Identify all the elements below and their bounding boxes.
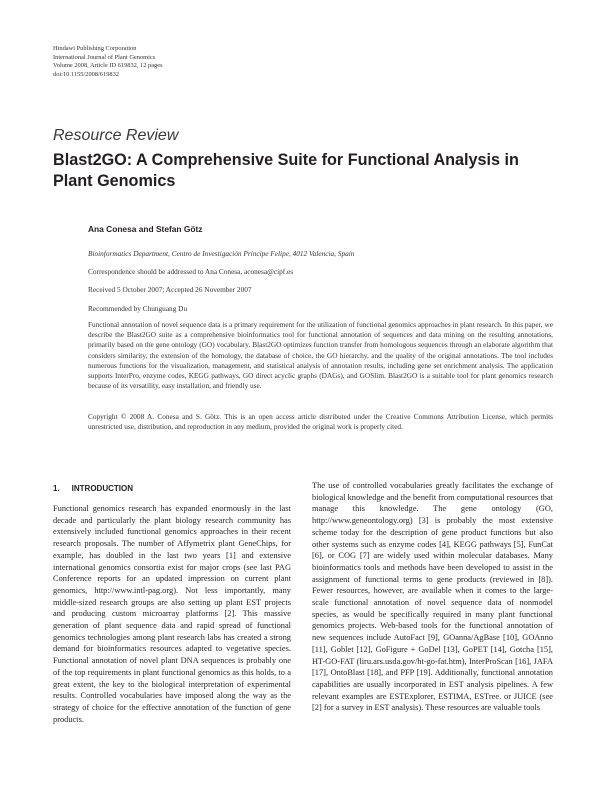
volume-info: Volume 2008, Article ID 619832, 12 pages [53,62,163,70]
publisher: Hindawi Publishing Corporation [53,45,137,52]
section-number: 1. [53,484,60,493]
journal-header [53,45,353,79]
abstract: Functional annotation of novel sequence data is a primary requirement for the utilization of functional genomics approaches in plant research. In this paper, we describe the Blast2GO suite as a comprehensive bioinformatics tool for functional annotation of sequences and data mining on the resulting annotations, primarily based on the gene ontology (GO) vocabulary. Blast2GO optimizes function transfer from homologous sequences through an elaborate algorithm that considers similarity, the extension of the homology, the database of choice, the GO hierarchy, and the quality of the original annotations. The tool includes numerous functions for the visualization, management, and statistical analysis of annotation results, including gene set enrichment analysis. The application supports InterPro, enzyme codes, KEGG pathways, GO direct acyclic graphs (DAGs), and GOSlim. Blast2GO is a suitable tool for plant genomics research because of its versatility, easy installation, and friendly use. [88,320,553,391]
authors: Ana Conesa and Stefan Götz [88,224,203,234]
journal-name: International Journal of Plant Genomics [53,53,156,61]
paper-title: Blast2GO: A Comprehensive Suite for Functional Analysis in Plant Genomics [53,151,519,190]
body-column-left: Functional genomics research has expanded enormously in the last decade and particularly the plant biology research community has extensively included functional genomics approaches in their recent research proposals. The number of Affymetrix plant GeneChips, for example, has doubled in the last two years [1] and extensive international genomics consortia exist for major crops (see last PAG Conference reports for an updated impression on current plant genomics, http://www.intl-pag.org). Not less importantly, many middle-sized research groups are also setting up plant EST projects and producing custom microarray platforms [2]. This massive generation of plant sequence data and rapid spread of functional genomics technologies among plant research labs has created a strong demand for bioinformatics resources adapted to vegetative species. Functional annotation of novel plant DNA sequences is probably one of the top requirements in plant functional genomics as this holds, to a great extent, the key to the biological interpretation of experimental results. Controlled vocabularies have imposed along the way as the strategy of choice for the effective annotation of the function of gene products. [53,504,291,724]
body-column-right: The use of controlled vocabularies greatly facilitates the exchange of biological knowledge and the benefit from computational resources that manage this knowledge. The gene ontology (GO, http://www.geneontology.org) [3] is probably the most extensive scheme today for the description of gene product functions but also other systems such as enzyme codes [4], KEGG pathways [5], FunCat [6], or COG [7] are widely used within molecular databases. Many bioinformatics tools and methods have been developed to assist in the assignment of functional terms to gene products (reviewed in [8]). Fewer resources, however, are available when it comes to the large-scale functional annotation of novel sequence data of nonmodel species, as would be specifically required in many plant functional genomics projects. Web-based tools for the functional annotation of new sequences include AutoFact [9], GOanna/AgBase [10], GOAnno [11], Goblet [12], GoFigure + GoDel [13], GoPET [14], Gotcha [15], HT-GO-FAT (liru.ars.usda.gov/ht-go-fat.htm), InterProScan [16], JAFA [17], OntoBlast [18], and PFP [19]. Additionally, functional annotation capabilities are usually incorporated in EST analysis pipelines. A few relevant examples are ESTExplorer, ESTIMA, ESTree. or JUICE (see [2] for a survey in EST analysis). These resources are valuable tools [312,481,553,713]
copyright-notice: Copyright © 2008 A. Conesa and S. Götz. This is an open access article distributed under the Creative Commons Attribution License, which permits unrestricted use, distribution, and reproduction in any medium, provided the original work is properly cited. [88,412,553,432]
section-title: INTRODUCTION [71,484,133,493]
correspondence: Correspondence should be addressed to Ana Conesa, aconesa@cipf.es [88,267,294,276]
article-type-label: Resource Review [53,127,179,144]
section-heading [53,484,133,493]
received-accepted-dates: Received 5 October 2007; Accepted 26 November 2007 [88,285,252,294]
affiliation: Bioinformatics Department, Centro de Investigación Príncipe Felipe, 4012 Valencia, Spain [88,249,355,258]
doi: doi:10.1155/2008/619832 [53,70,119,78]
recommended-by: Recommended by Chunguang Du [88,304,188,313]
